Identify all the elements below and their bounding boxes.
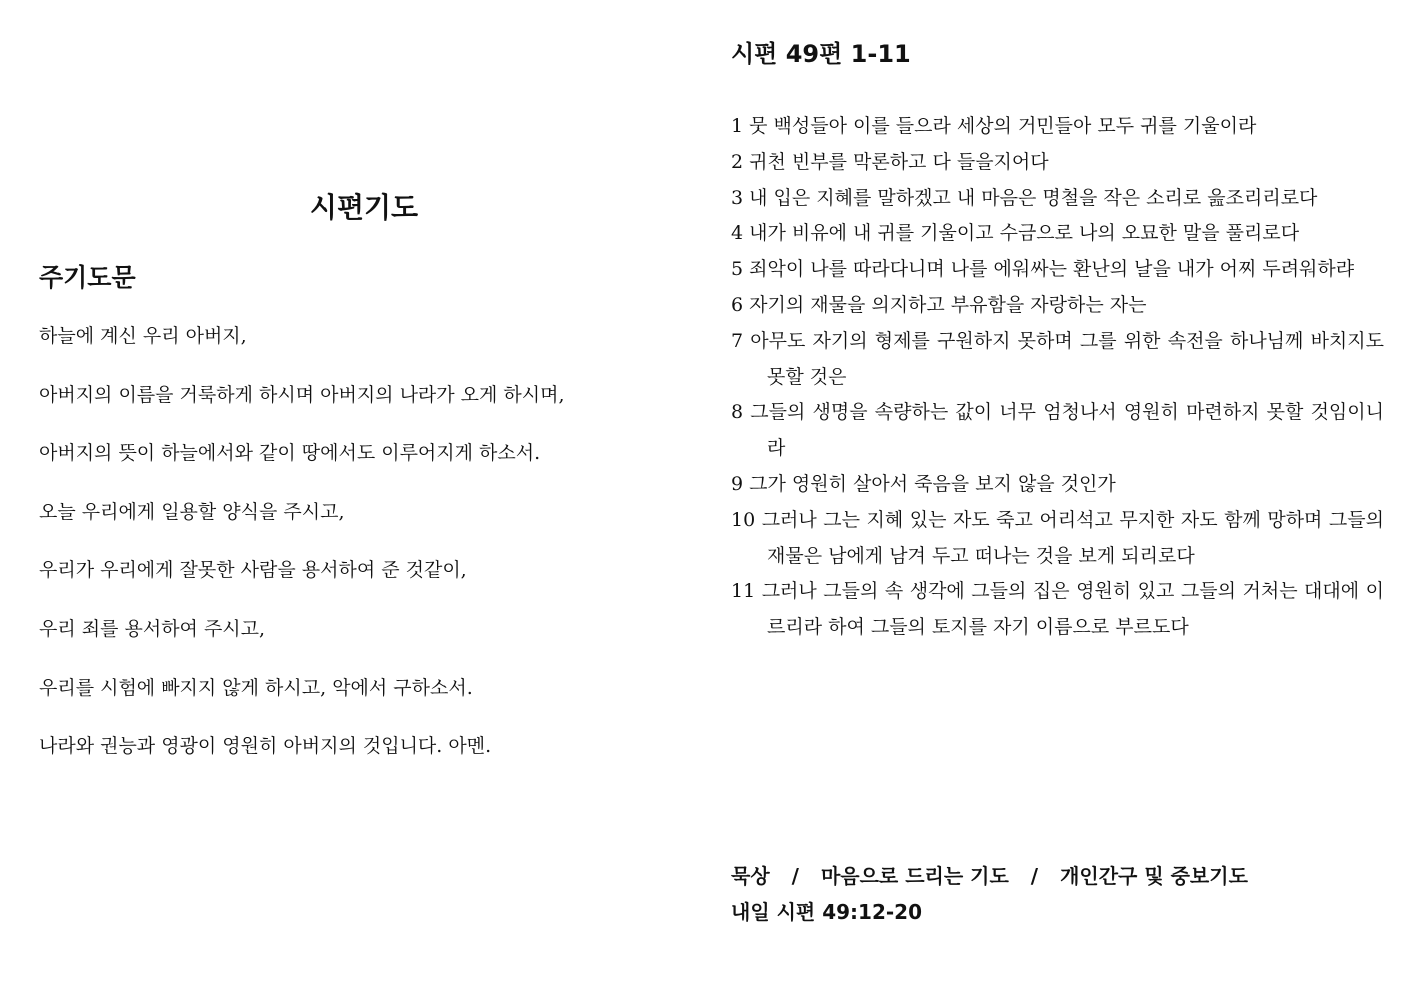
prayer-line: 우리를 시험에 빠지지 않게 하시고, 악에서 구하소서.: [39, 676, 473, 699]
verse-number: 4: [731, 222, 744, 245]
verse-item: [731, 216, 1384, 252]
verse-item: [731, 288, 1384, 324]
verse-text: 그러나 그는 지혜 있는 자도 죽고 어리석고 무지한 자도 함께 망하며 그들의 재물은 남에게 남겨 두고 떠나는 것을 보게 되리로다: [761, 508, 1384, 567]
order-item: 묵상: [731, 864, 770, 888]
verse-item: [731, 503, 1384, 575]
prayer-line: 오늘 우리에게 일용할 양식을 주시고,: [39, 500, 345, 523]
verse-number: 1: [731, 115, 744, 137]
verse-item: [731, 109, 1384, 145]
verse-text: 아무도 자기의 형제를 구원하지 못하며 그를 위한 속전을 하나님께 바치지도 못할 것은: [750, 329, 1384, 388]
verse-item: [731, 324, 1384, 396]
verse-item: [731, 395, 1384, 467]
verse-text: 그러나 그들의 속 생각에 그들의 집은 영원히 있고 그들의 거처는 대대에 이르리라 하여 그들의 토지를 자기 이름으로 부르도다: [761, 580, 1384, 639]
verse-number: 11: [731, 580, 756, 603]
verse-text: 그가 영원히 살아서 죽음을 보지 않을 것인가: [749, 472, 1116, 495]
verse-text: 자기의 재물을 의지하고 부유함을 자랑하는 자는: [749, 293, 1147, 316]
verse-text: 뭇 백성들아 이를 들으라 세상의 거민들아 모두 귀를 기울이라: [749, 115, 1257, 137]
verse-number: 6: [731, 293, 744, 316]
verse-number: 9: [731, 472, 744, 495]
verse-text: 그들의 생명을 속량하는 값이 너무 엄청나서 영원히 마련하지 못할 것임이니라: [750, 401, 1384, 460]
prayer-line: 우리가 우리에게 잘못한 사람을 용서하여 준 것같이,: [39, 559, 467, 582]
prayer-line: 나라와 권능과 영광이 영원히 아버지의 것입니다. 아멘.: [39, 735, 492, 758]
verse-number: 2: [731, 150, 744, 173]
order-of-service: [731, 860, 1248, 889]
verse-number: 3: [731, 186, 744, 209]
order-item: 마음으로 드리는 기도: [820, 864, 1009, 888]
verse-number: 7: [731, 329, 744, 352]
prayer-line: 우리 죄를 용서하여 주시고,: [39, 617, 266, 640]
verse-item: [731, 467, 1384, 503]
page-title: 시편기도: [309, 191, 419, 224]
verse-item: [731, 574, 1384, 646]
lords-prayer-text: [39, 322, 565, 791]
next-reading: 내일 시편 49:12-20: [731, 900, 923, 924]
verse-text: 내 입은 지혜를 말하겠고 내 마음은 명철을 작은 소리로 읊조리리로다: [749, 186, 1318, 209]
verse-text: 죄악이 나를 따라다니며 나를 에워싸는 환난의 날을 내가 어찌 두려워하랴: [749, 258, 1355, 281]
verse-text: 내가 비유에 내 귀를 기울이고 수금으로 나의 오묘한 말을 풀리로다: [749, 222, 1300, 245]
verse-item: [731, 181, 1384, 217]
verse-number: 10: [731, 508, 756, 531]
verse-item: [731, 252, 1384, 288]
verse-number: 5: [731, 258, 744, 281]
prayer-line: 아버지의 이름을 거룩하게 하시며 아버지의 나라가 오게 하시며,: [39, 383, 565, 406]
separator: /: [791, 864, 799, 888]
passage-title: 시편 49편 1-11: [731, 40, 911, 68]
prayer-line: 하늘에 계신 우리 아버지,: [39, 325, 247, 347]
order-item: 개인간구 및 중보기도: [1060, 864, 1248, 888]
verse-number: 8: [731, 401, 744, 424]
verse-list: [731, 109, 1384, 646]
separator: /: [1030, 864, 1039, 888]
prayer-line: 아버지의 뜻이 하늘에서와 같이 땅에서도 이루어지게 하소서.: [39, 442, 541, 465]
verse-text: 귀천 빈부를 막론하고 다 들을지어다: [749, 150, 1049, 173]
verse-item: [731, 145, 1384, 181]
prayer-heading: 주기도문: [39, 263, 136, 292]
